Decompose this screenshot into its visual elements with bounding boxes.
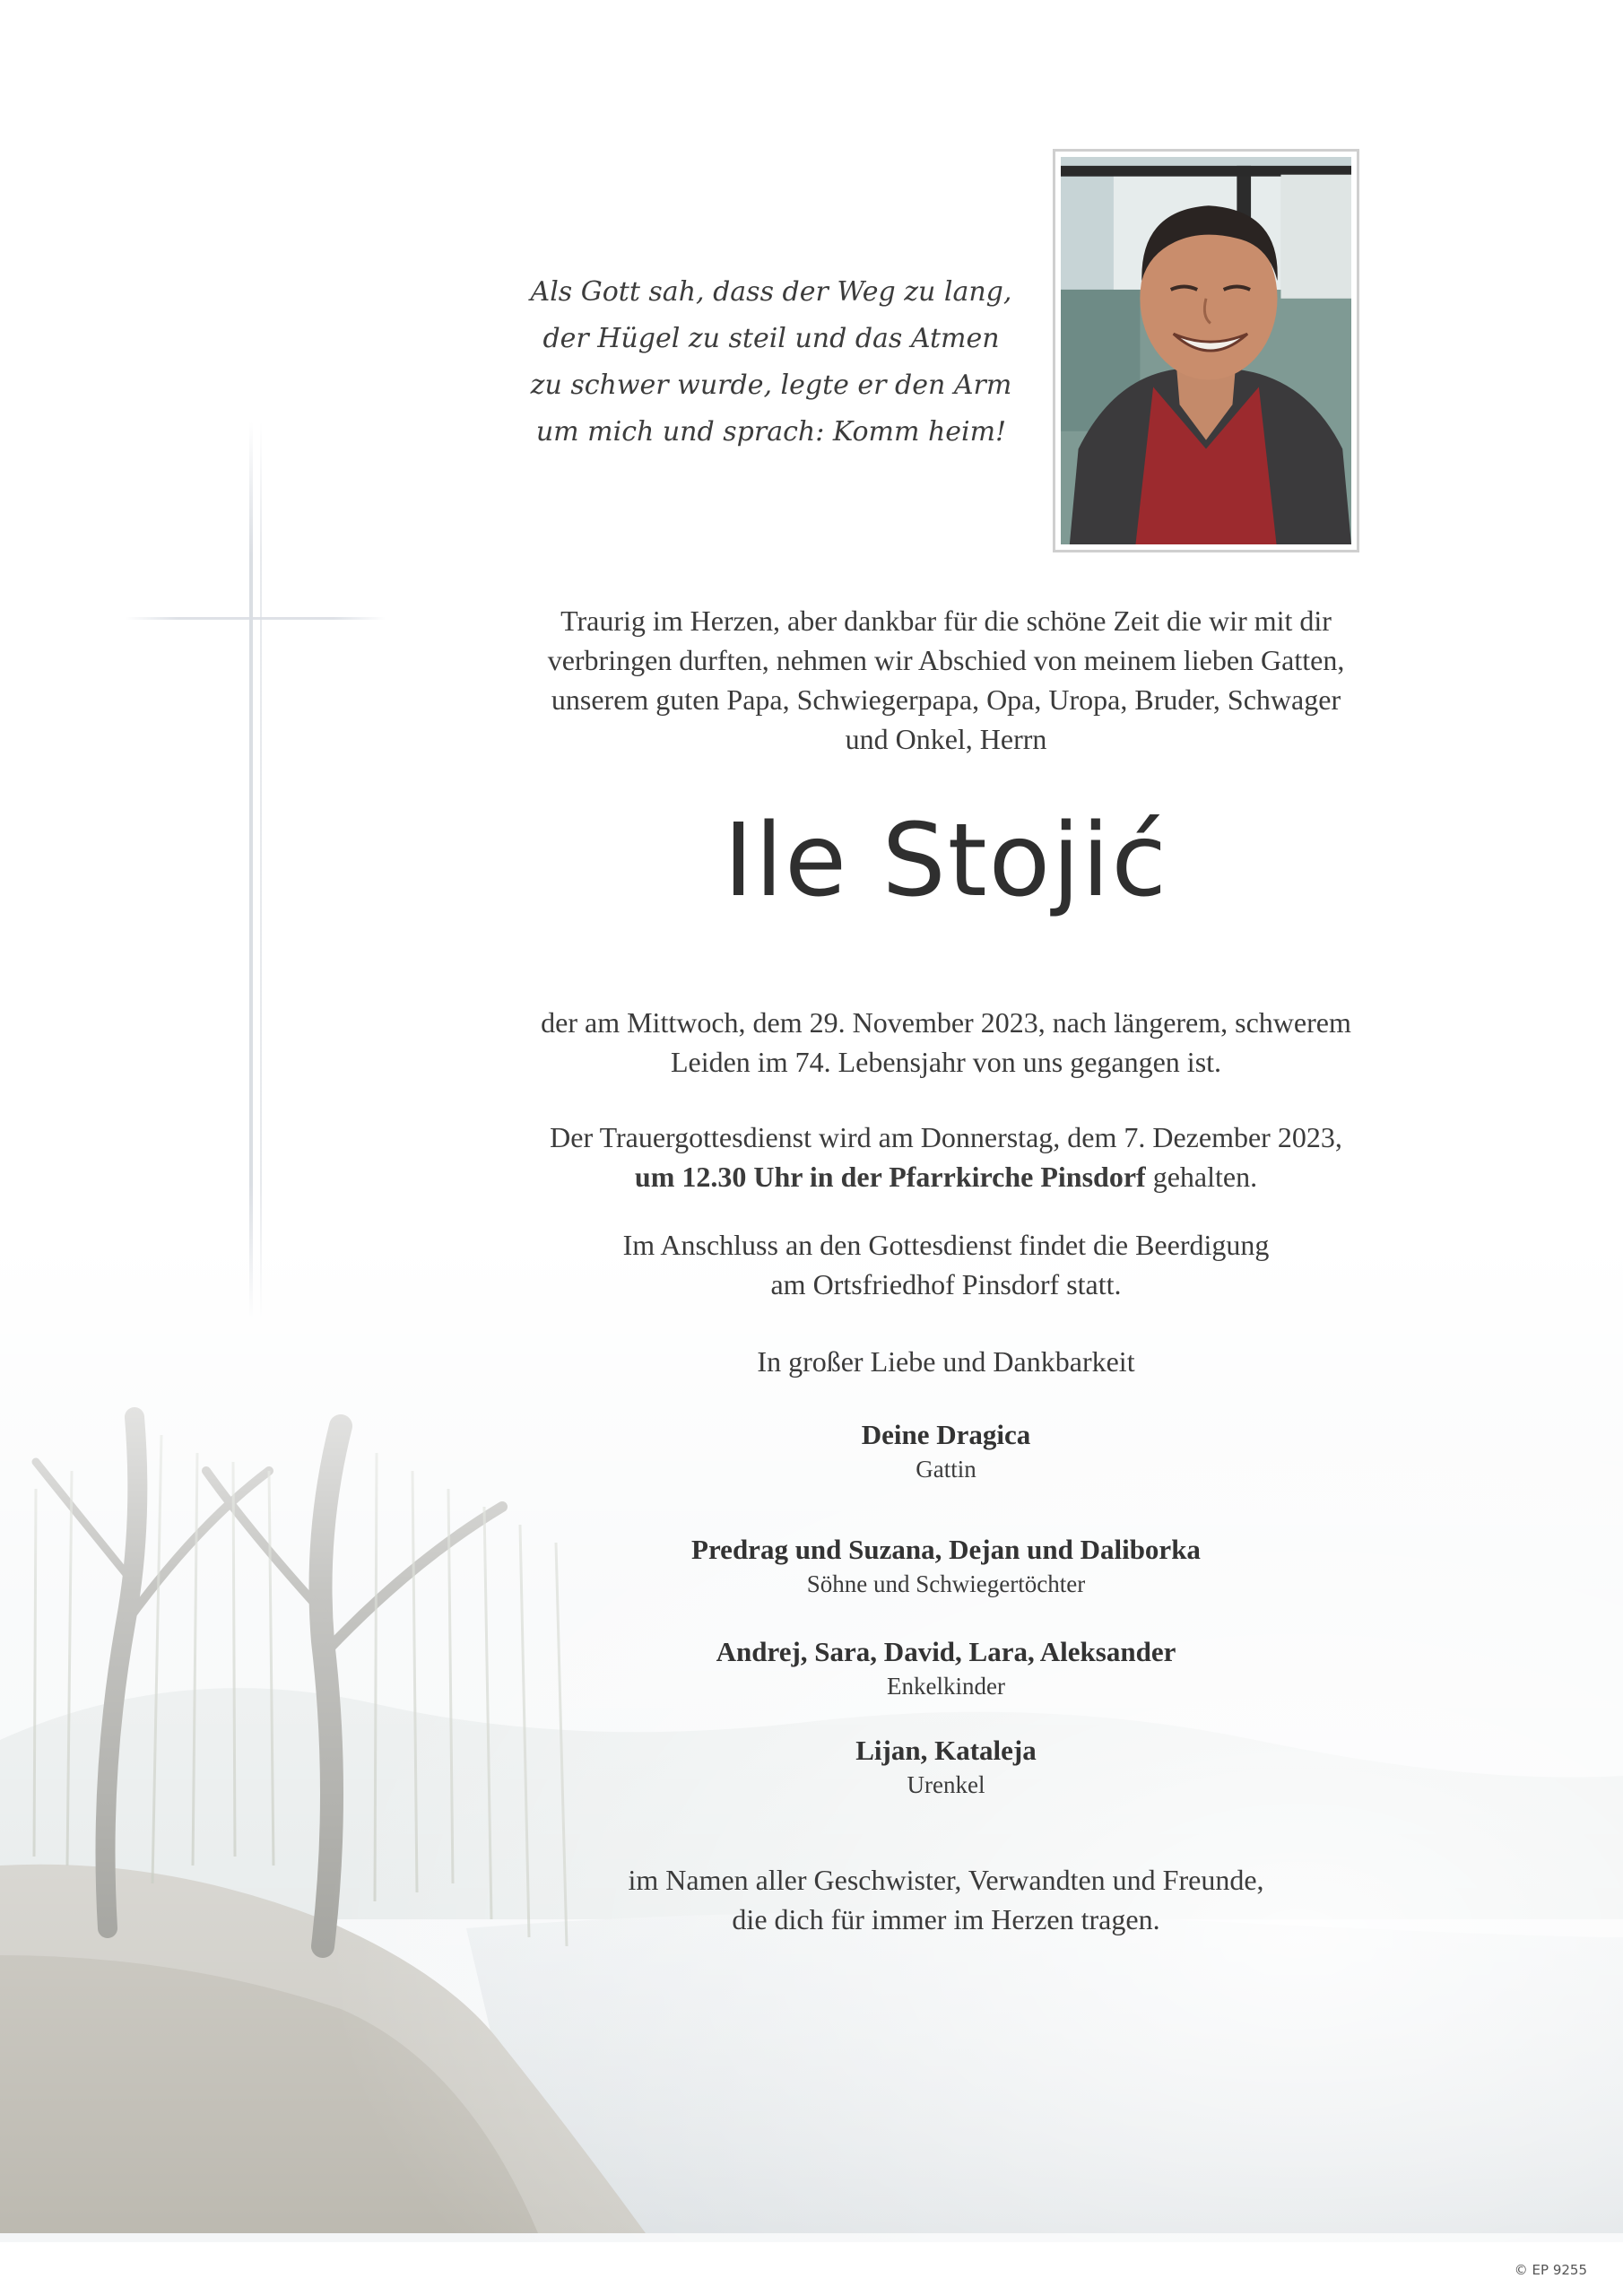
deceased-name: Ile Stojić xyxy=(724,803,1168,919)
family-names: Predrag und Suzana, Dejan und Daliborka xyxy=(691,1534,1201,1565)
memorial-quote xyxy=(502,269,1040,456)
quote-line: Als Gott sah, dass der Weg zu lang, xyxy=(530,276,1012,308)
service-line-2 xyxy=(453,1157,1439,1196)
family-names: Lijan, Kataleja xyxy=(855,1735,1037,1766)
family-group xyxy=(453,1634,1439,1702)
burial-line: am Ortsfriedhof Pinsdorf statt. xyxy=(770,1268,1122,1300)
family-group xyxy=(453,1532,1439,1600)
quote-line: um mich und sprach: Komm heim! xyxy=(535,416,1007,448)
portrait-image xyxy=(1061,157,1351,544)
death-line: der am Mittwoch, dem 29. November 2023, nach längerem, schwerem xyxy=(541,1006,1351,1039)
portrait-photo xyxy=(1053,149,1359,552)
intro-line: Traurig im Herzen, aber dankbar für die schöne Zeit die wir mit dir xyxy=(560,604,1332,637)
cross-vertical-line xyxy=(249,422,253,1318)
closing-phrase xyxy=(453,1342,1439,1381)
family-group xyxy=(453,1733,1439,1801)
intro-text xyxy=(453,601,1439,759)
quote-line: zu schwer wurde, legte er den Arm xyxy=(530,370,1012,401)
family-relation: Söhne und Schwiegertöchter xyxy=(806,1570,1086,1597)
farewell-line: im Namen aller Geschwister, Verwandten und Freunde, xyxy=(628,1864,1264,1896)
cross-vertical-line-secondary xyxy=(260,422,262,1318)
service-time-place: um 12.30 Uhr in der Pfarrkirche Pinsdorf xyxy=(634,1161,1146,1193)
template-code: © EP 9255 xyxy=(1514,2262,1587,2278)
intro-line: unserem guten Papa, Schwiegerpapa, Opa, Uropa, Bruder, Schwager xyxy=(551,683,1341,716)
burial-info xyxy=(453,1225,1439,1304)
family-group xyxy=(453,1417,1439,1485)
death-notice xyxy=(453,1003,1439,1082)
family-names: Deine Dragica xyxy=(861,1419,1031,1450)
closing-line: In großer Liebe und Dankbarkeit xyxy=(757,1345,1135,1378)
family-relation: Urenkel xyxy=(907,1771,985,1798)
family-relation: Enkelkinder xyxy=(887,1673,1005,1700)
intro-line: verbringen durften, nehmen wir Abschied von meinem lieben Gatten, xyxy=(547,644,1345,676)
farewell-line: die dich für immer im Herzen tragen. xyxy=(732,1903,1160,1935)
farewell-text xyxy=(453,1860,1439,1939)
cross-horizontal-line xyxy=(126,617,386,620)
service-line-end: gehalten. xyxy=(1145,1161,1258,1193)
intro-line: und Onkel, Herrn xyxy=(845,723,1047,755)
service-line: Der Trauergottesdienst wird am Donnerstag, dem 7. Dezember 2023, xyxy=(550,1121,1342,1153)
quote-line: der Hügel zu steil und das Atmen xyxy=(542,323,1000,354)
death-line: Leiden im 74. Lebensjahr von uns gegangen ist. xyxy=(670,1046,1222,1078)
family-names: Andrej, Sara, David, Lara, Aleksander xyxy=(716,1636,1176,1667)
burial-line: Im Anschluss an den Gottesdienst findet die Beerdigung xyxy=(622,1229,1270,1261)
family-relation: Gattin xyxy=(916,1456,976,1483)
funeral-service-info xyxy=(453,1118,1439,1196)
